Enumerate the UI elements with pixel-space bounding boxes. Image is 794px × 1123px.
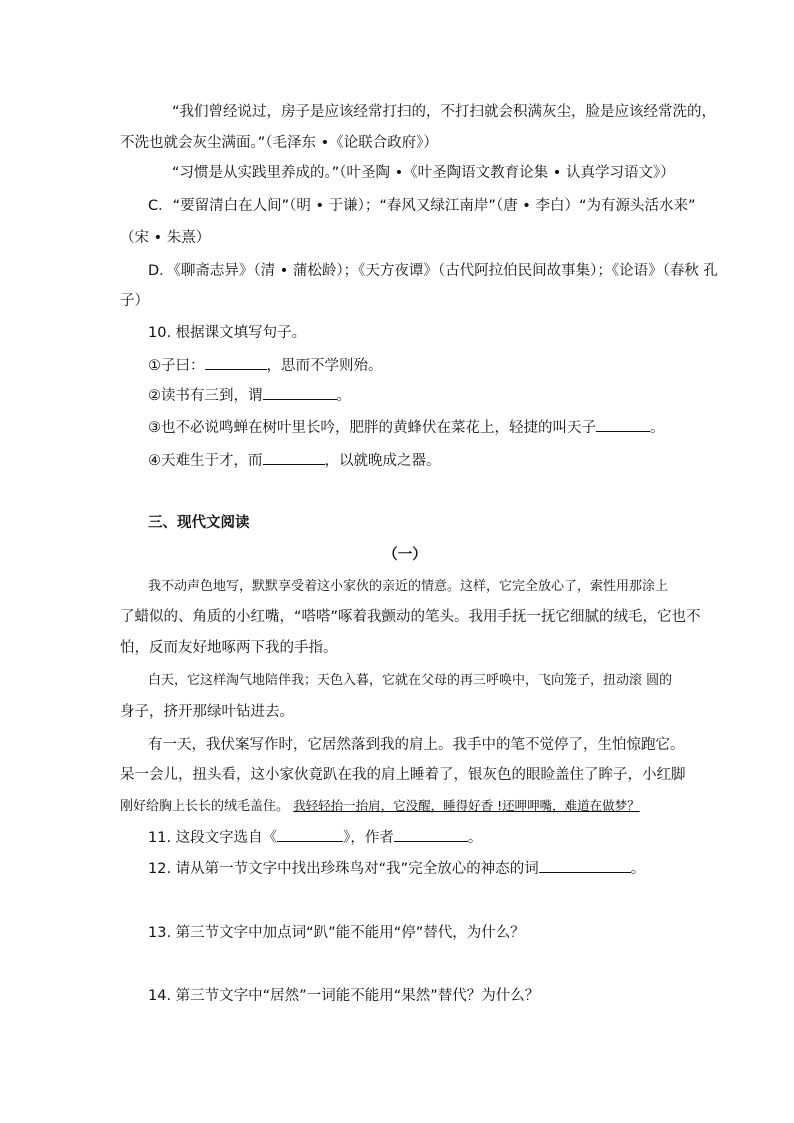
author-blank[interactable] — [394, 827, 468, 842]
question-10-title: 10. 根据课文填写句子。 — [148, 325, 307, 341]
passage-p1-line-3: 怕，反而友好地啄两下我的手指。 — [120, 640, 338, 656]
answer-blank-1[interactable] — [205, 355, 267, 370]
quote-1-line-1: “我们曾经说过，房子是应该经常打扫的，不打扫就会积满灰尘，脸是应该经常洗的， — [172, 104, 717, 120]
sentence-4-suffix: ，以就晚成之器。 — [324, 453, 441, 469]
answer-blank-4[interactable] — [263, 450, 325, 465]
option-c-line-1: C．“要留清白在人间”（明 • 于谦）；“春风又绿江南岸”（唐 • 李白）“为有源头活水来” — [148, 198, 696, 214]
sentence-2-prefix: ②读书有三到，谓 — [148, 388, 263, 404]
quote-1-line-2: 不洗也就会灰尘满面。”（毛泽东 •《论联合政府》） — [120, 135, 438, 151]
answer-blank-q12[interactable] — [539, 858, 631, 873]
sentence-1-prefix: ①子曰： — [148, 358, 205, 374]
question-11 — [148, 827, 680, 848]
underlined-sentence: 我轻轻抬一抬肩，它没醒，睡得好香 !还呷呷嘴，难道在做梦？ — [293, 798, 640, 813]
book-title-blank[interactable] — [277, 827, 343, 842]
question-14: 14. 第三节文字中“居然”一词能不能用“果然”替代？为什么？ — [148, 988, 540, 1004]
q12-suffix: 。 — [630, 861, 646, 877]
option-d-line-2: 子） — [120, 293, 149, 309]
passage-p1-line-1: 我不动声色地写，默默享受着这小家伙的亲近的情意。这样，它完全放心了，索性用那涂上 — [148, 579, 669, 594]
question-10-sentence-3 — [148, 417, 680, 438]
passage-p2-line-2: 身子，挤开那绿叶钻进去。 — [120, 704, 294, 720]
sentence-3-prefix: ③也不必说鸣蝉在树叶里长吟，肥胖的黄蜂伏在菜花上，轻捷的叫天子 — [148, 420, 596, 436]
part-one-label: （一） — [383, 547, 427, 563]
question-10-sentence-4 — [148, 450, 680, 471]
sentence-3-suffix: 。 — [650, 420, 665, 436]
question-10-sentence-2 — [148, 385, 680, 406]
question-12 — [148, 858, 680, 879]
q11-prefix: 11. 这段文字选自《 — [148, 830, 278, 846]
answer-blank-2[interactable] — [263, 385, 337, 400]
passage-p3-line-1: 有一天，我伏案写作时，它居然落到我的肩上。我手中的笔不觉停了，生怕惊跑它。 — [148, 737, 685, 753]
question-10-sentence-1 — [148, 355, 680, 376]
sentence-1-suffix: ，思而不学则殆。 — [266, 358, 383, 374]
quote-2: “习惯是从实践里养成的。”（叶圣陶 •《叶圣陶语文教育论集 • 认真学习语文》） — [172, 165, 675, 181]
q11-suffix: 。 — [467, 830, 483, 846]
passage-p3-line-3-start: 刚好给胸上长长的绒毛盖住。 — [120, 799, 290, 814]
q11-middle: 》，作者 — [343, 830, 394, 846]
option-d-line-1: D．《聊斋志异》（清 • 蒲松龄）；《天方夜谭》（古代阿拉伯民间故事集）；《论语》（春秋 孔 — [148, 263, 719, 279]
option-c-line-2: （宋 • 朱熹） — [120, 230, 211, 246]
passage-p1-line-2: 了蜡似的、角质的小红嘴，“嗒嗒”啄着我颤动的笔头。我用手抚一抚它细腻的绒毛，它也不 — [120, 609, 701, 625]
passage-p2-line-1: 白天，它这样淘气地陪伴我；天色入暮，它就在父母的再三呼唤中，飞向笼子，扭动滚 圆的 — [148, 673, 673, 688]
section-3-heading: 三、现代文阅读 — [148, 515, 250, 531]
sentence-4-prefix: ④天难生于才，而 — [148, 453, 263, 469]
question-13: 13. 第三节文字中加点词“趴”能不能用“停”替代，为什么？ — [148, 925, 525, 941]
passage-p3-line-2: 呆一会儿，扭头看，这小家伙竟趴在我的肩上睡着了，银灰色的眼睑盖住了眸子，小红脚 — [120, 767, 686, 783]
sentence-2-suffix: 。 — [336, 388, 351, 404]
passage-p3-line-3 — [120, 796, 680, 817]
q12-prefix: 12. 请从第一节文字中找出珍珠鸟对“我”完全放心的神态的词 — [148, 861, 539, 877]
answer-blank-3[interactable] — [596, 417, 650, 432]
